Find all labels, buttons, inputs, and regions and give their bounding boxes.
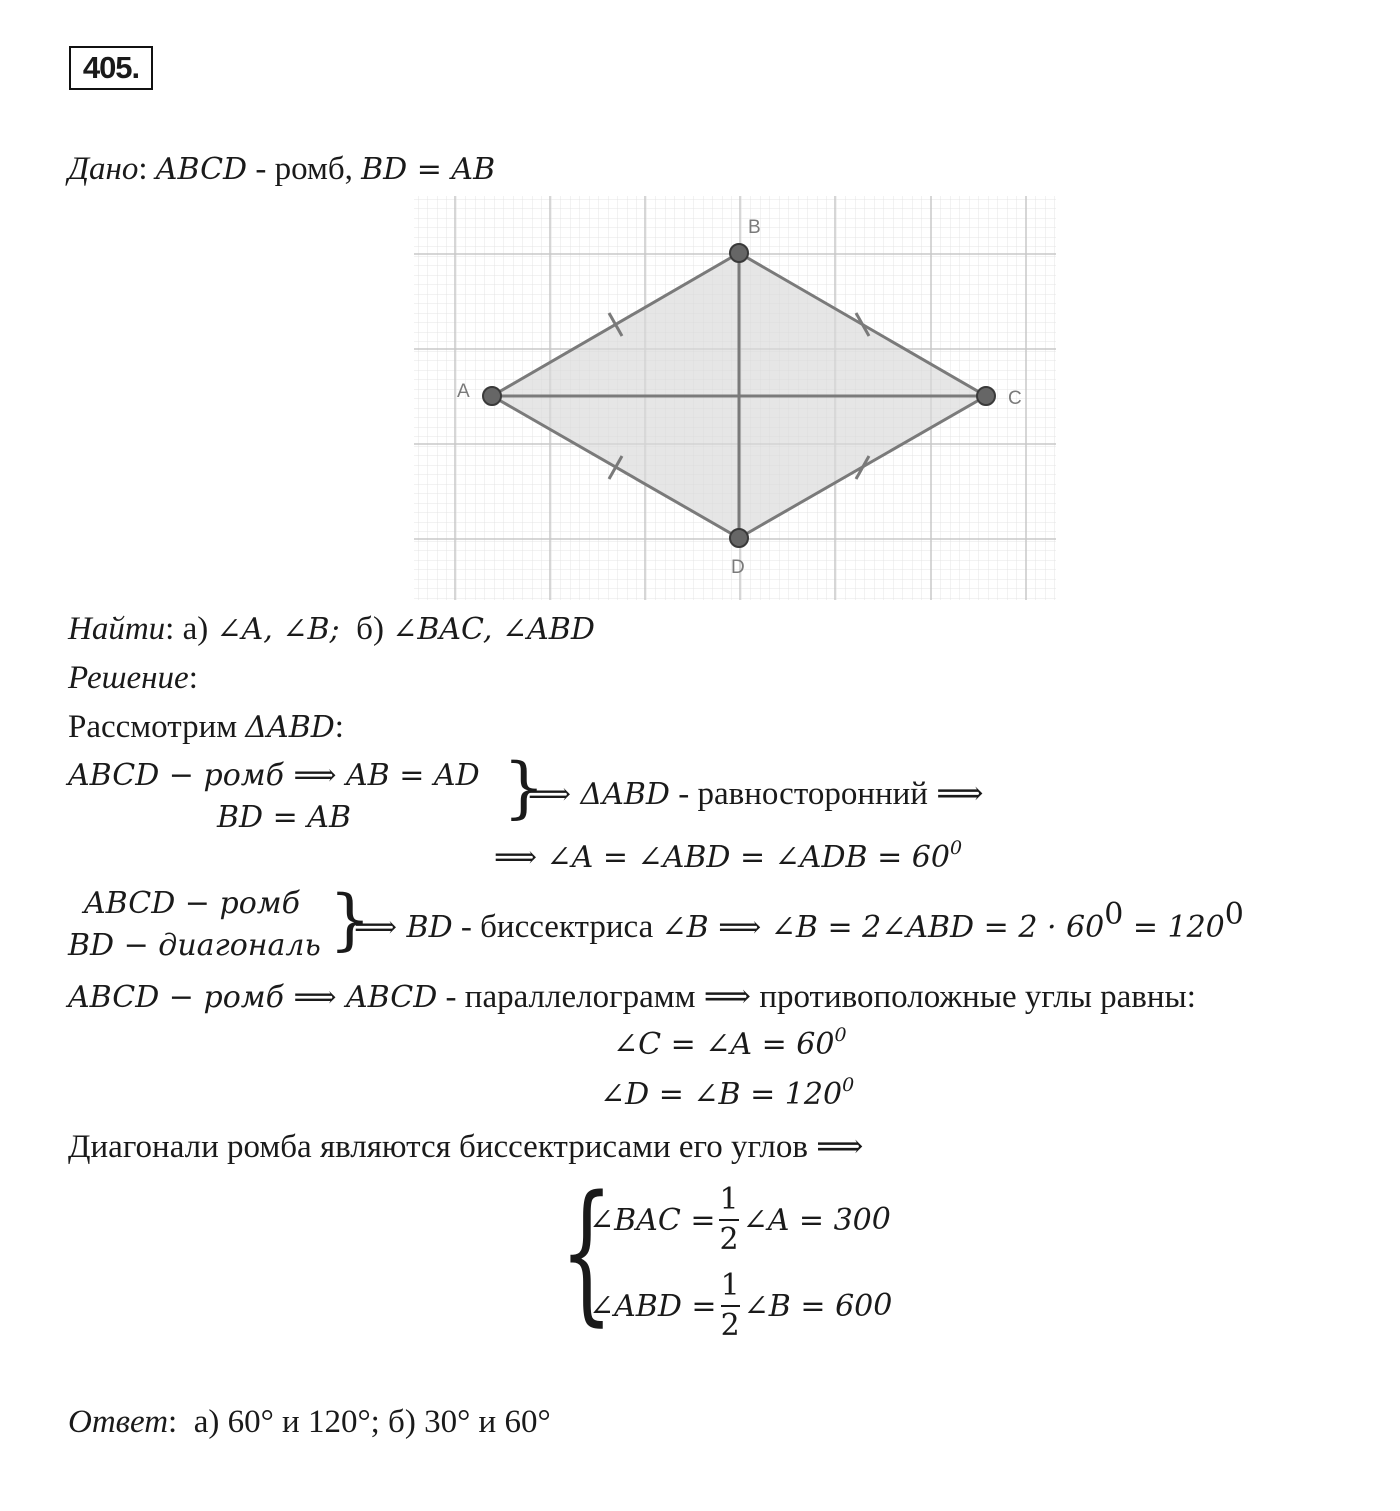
rhombus-diagram — [414, 196, 1056, 600]
line4: ABCD − ромб ⟹ ABCD - параллелограмм ⟹ противоположные углы равны: — [68, 979, 1196, 1015]
label-d: D — [731, 557, 745, 578]
given-condition: BD = AB — [361, 152, 496, 187]
given-dash-text: - ромб, — [247, 151, 362, 187]
given-figure: ABCD — [155, 152, 248, 187]
answer-label: Ответ — [68, 1404, 169, 1440]
brace-right-1: } — [503, 749, 545, 826]
find-part-b: ∠BAC, ∠ABD — [392, 612, 595, 647]
line2: ⟹ ∠A = ∠ABD = ∠ADB = $60^0$ — [494, 837, 963, 875]
answer-text: а) 60° и 120°; б) 30° и 60° — [193, 1404, 551, 1440]
label-b: B — [748, 217, 761, 238]
line1-b: BD = AB — [217, 800, 352, 835]
given-line: Дано: ABCD - ромб, BD = AB — [68, 151, 496, 187]
find-label: Найти — [68, 611, 166, 647]
find-line: Найти: а) ∠A, ∠B; б) ∠BAC, ∠ABD — [68, 611, 595, 647]
line1-a: ABCD − ромб ⟹ AB = AD — [68, 758, 480, 793]
problem-number: 405. — [69, 46, 153, 90]
point-c — [977, 387, 995, 405]
line6: ∠D = ∠B = $120^0$ — [600, 1074, 855, 1112]
point-d — [730, 529, 748, 547]
line1-result: ⟹ ΔABD - равносторонний ⟹ — [528, 776, 984, 812]
answer-line: Ответ: а) 60° и 120°; б) 30° и 60° — [68, 1404, 551, 1440]
system-row-2: ∠ABD = $\frac{1}{2}$ ∠B = 60 0 — [589, 1268, 893, 1343]
label-c: C — [1008, 388, 1022, 409]
fraction-2: $\frac{1}{2}$ — [720, 1268, 740, 1343]
line5: ∠C = ∠A = $60^0$ — [613, 1024, 847, 1062]
label-a: A — [457, 381, 470, 402]
given-label: Дано — [68, 151, 139, 187]
line3-a: ABCD − ромб — [84, 886, 300, 921]
solution-label: Решение — [68, 660, 189, 696]
fraction-1: $\frac{1}{2}$ — [719, 1182, 739, 1257]
point-b — [730, 244, 748, 262]
brace-left-system: { — [560, 1163, 614, 1340]
system-row-1: ∠BAC = $\frac{1}{2}$ ∠A = 30 0 — [589, 1182, 891, 1257]
line3-result: ⟹ BD - биссектриса ∠B ⟹ ∠B = 2∠ABD = $2 \cdot 60^0 = 120^0$ — [354, 897, 1244, 945]
find-part-a: ∠A, ∠B; — [216, 612, 340, 647]
line7: Диагонали ромба являются биссектрисами его углов ⟹ — [68, 1129, 864, 1165]
line3-b: BD − диагональ — [68, 928, 321, 963]
solution-header: Решение: — [68, 660, 198, 696]
consider-line: Рассмотрим ΔABD: — [68, 709, 344, 745]
brace-right-2: } — [329, 881, 371, 958]
point-a — [483, 387, 501, 405]
